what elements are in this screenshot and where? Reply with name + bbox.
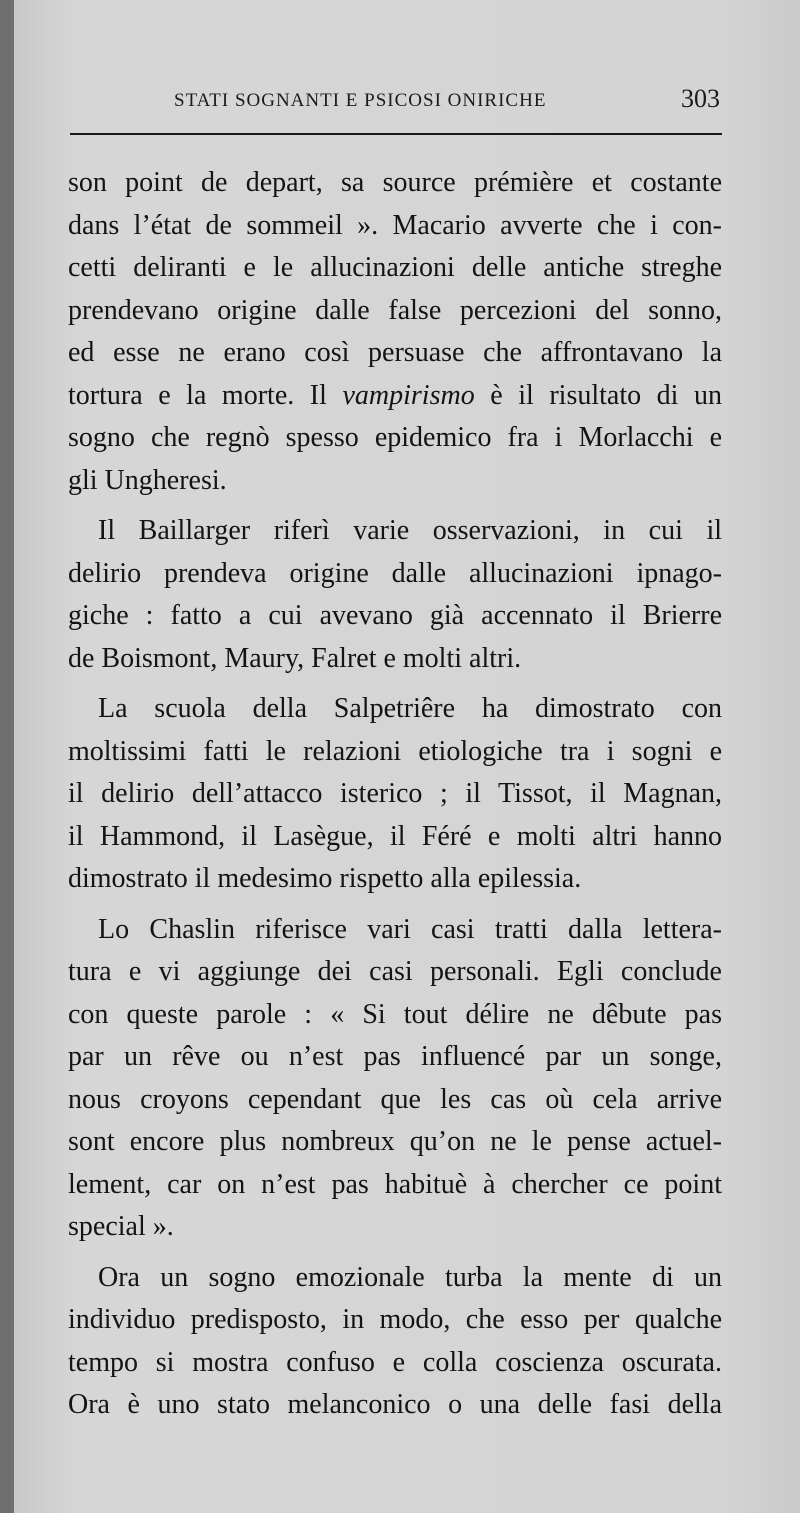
text-line: de Boismont, Maury, Falret e molti altri. — [68, 642, 522, 674]
running-title: STATI SOGNANTI E PSICOSI ONIRICHE — [174, 90, 547, 111]
text-line: il delirio dell’attacco isterico ; il Tissot, il Magnan, — [68, 778, 722, 809]
text-line: gli Ungheresi. — [68, 464, 227, 496]
paragraph — [68, 909, 722, 1249]
text-line: tempo si mostra confuso e colla coscienza oscurata. — [68, 1346, 722, 1378]
header-rule — [70, 133, 722, 135]
text-line: tura e vi aggiunge dei casi personali. Egli conclude — [68, 956, 722, 987]
text-segment: è il risultato di un — [474, 379, 723, 411]
text-line: dimostrato il medesimo rispetto alla epilessia. — [68, 863, 582, 894]
text-line: delirio prendeva origine dalle allucinazioni ipnago- — [68, 557, 722, 589]
text-line: Lo Chaslin riferisce vari casi tratti dalla lettera- — [98, 913, 722, 945]
text-line: moltissimi fatti le relazioni etiologiche tra i sogni e — [68, 735, 722, 767]
text-line: Ora un sogno emozionale turba la mente di un — [98, 1261, 722, 1293]
text-line: Il Baillarger riferì varie osservazioni, in cui il — [98, 515, 722, 546]
text-line: nous croyons cependant que les cas où cela arrive — [68, 1083, 722, 1115]
paragraph — [68, 1257, 722, 1427]
italic-term: vampirismo — [342, 379, 475, 411]
body-text — [68, 162, 722, 1427]
text-line: son point de depart, sa source prémière et costante — [68, 167, 722, 198]
paragraph — [68, 510, 722, 680]
page-number: 303 — [681, 84, 720, 113]
text-segment: tortura e la morte. Il — [68, 379, 343, 411]
paragraph — [68, 162, 722, 502]
text-line: lement, car on n’est pas habituè à chercher ce point — [68, 1168, 722, 1200]
text-line: ed esse ne erano così persuase che affrontavano la — [68, 337, 722, 368]
text-line: par un rêve ou n’est pas influencé par un songe, — [68, 1041, 722, 1072]
page-header — [70, 84, 722, 124]
book-page — [14, 0, 800, 1513]
text-line: con queste parole : « Si tout délire ne dêbute pas — [68, 998, 722, 1030]
text-line: sogno che regnò spesso epidemico fra i Morlacchi e — [68, 422, 722, 453]
text-line — [68, 375, 722, 418]
text-line: La scuola della Salpetriêre ha dimostrato con — [98, 693, 722, 724]
text-line: sont encore plus nombreux qu’on ne le pense actuel- — [68, 1126, 722, 1157]
text-line: special ». — [68, 1211, 174, 1242]
paragraph — [68, 688, 722, 901]
text-line: il Hammond, il Lasègue, il Féré e molti altri hanno — [68, 820, 722, 852]
text-line: prendevano origine dalle false percezioni del sonno, — [68, 294, 722, 326]
text-line: Ora è uno stato melanconico o una delle fasi della — [68, 1389, 722, 1420]
text-line: individuo predisposto, in modo, che esso per qualche — [68, 1304, 722, 1335]
text-line: cetti deliranti e le allucinazioni delle antiche streghe — [68, 252, 722, 283]
text-line: dans l’état de sommeil ». Macario avverte che i con- — [68, 209, 722, 241]
text-line: giche : fatto a cui avevano già accennato il Brierre — [68, 600, 722, 631]
